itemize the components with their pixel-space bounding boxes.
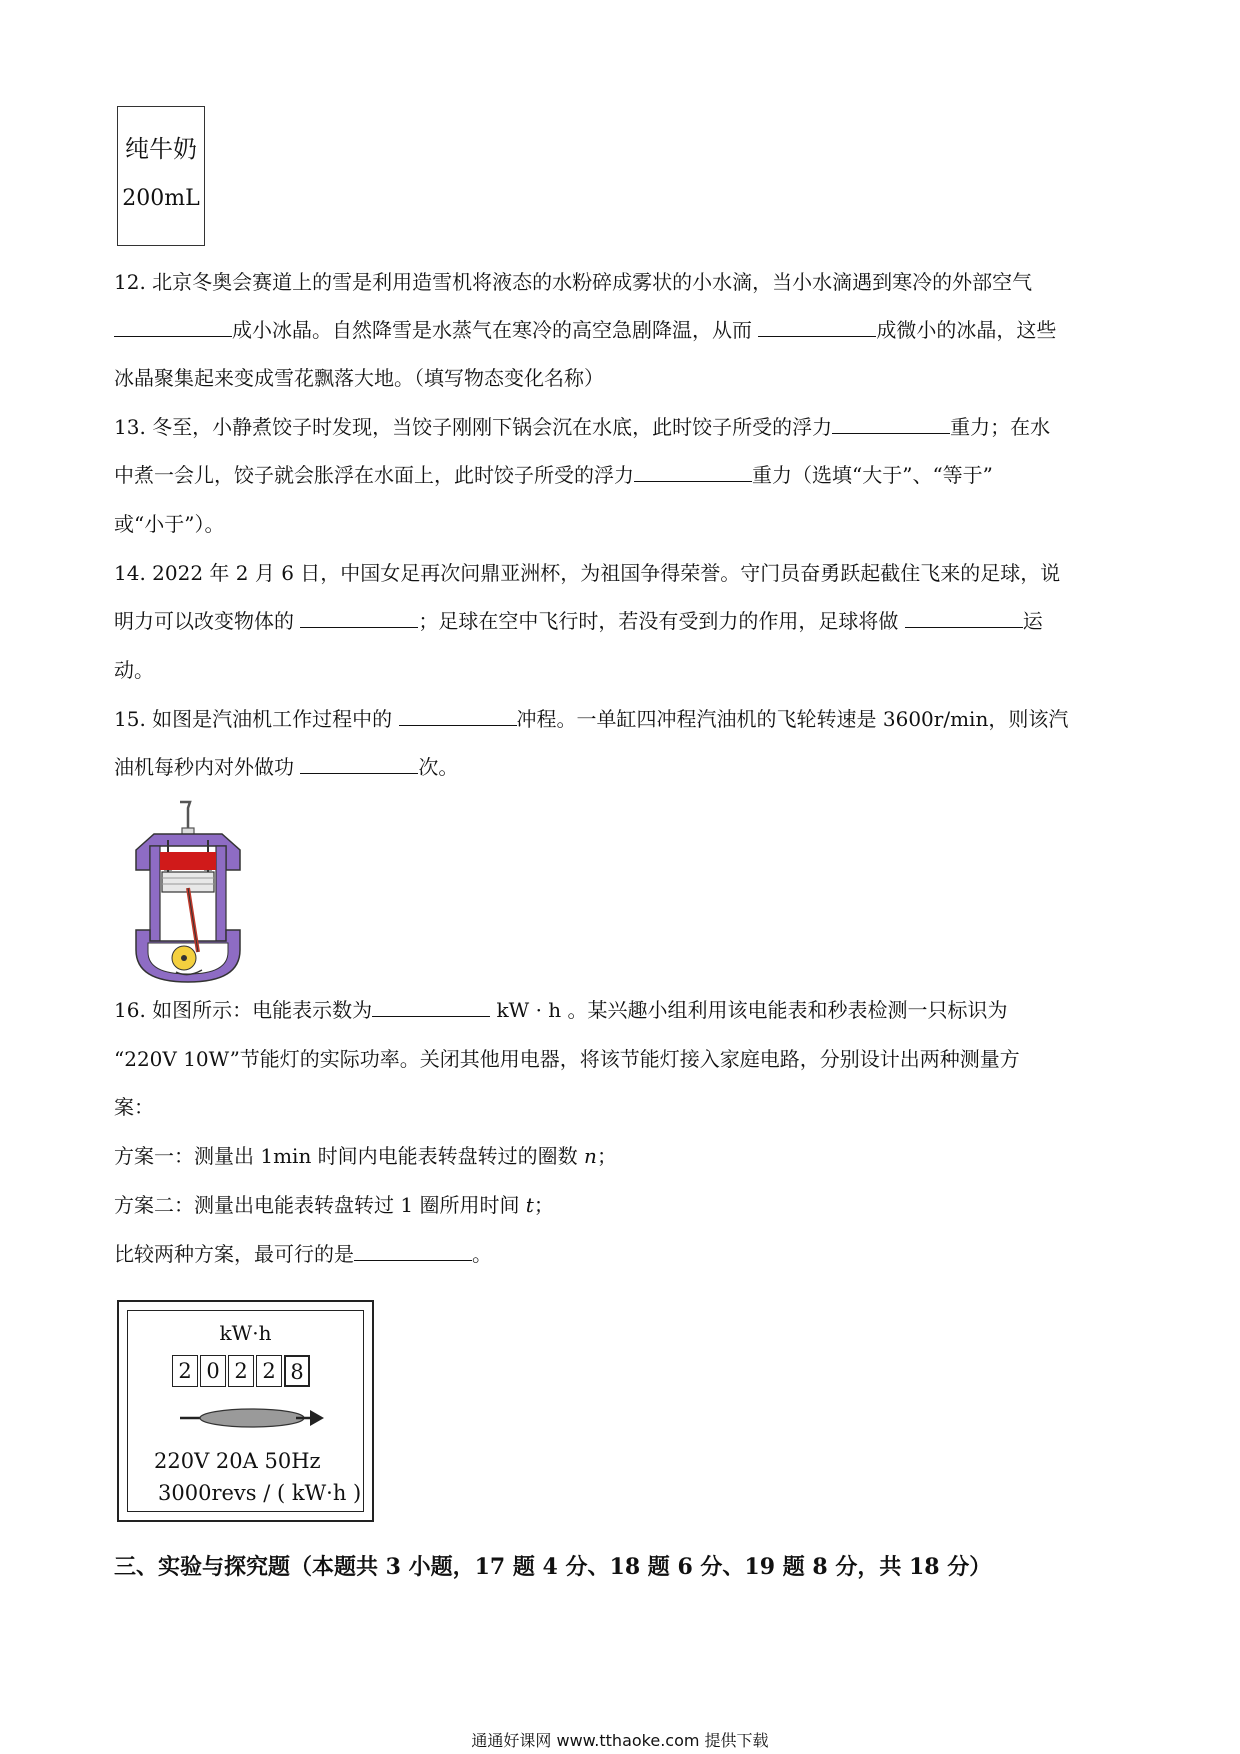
- q14-line1: 14. 2022 年 2 月 6 日，中国女足再次问鼎亚洲杯，为祖国争得荣誉。守门员奋勇跃起截住飞来的足球，说: [114, 561, 1061, 585]
- q13-text-c: 中煮一会儿，饺子就会胀浮在水面上，此时饺子所受的浮力: [114, 463, 634, 487]
- answer-blank[interactable]: [832, 415, 950, 434]
- plan2-variable: t: [525, 1193, 534, 1217]
- q14-text-a: 明力可以改变物体的: [114, 609, 301, 633]
- meter-digit-decimal: 8: [284, 1355, 310, 1387]
- q14-line2: [114, 607, 1043, 635]
- q14-line3: 动。: [114, 658, 154, 682]
- meter-panel: [127, 1310, 364, 1512]
- q15-text-a: 15. 如图是汽油机工作过程中的: [114, 707, 399, 731]
- plan2-text: 方案二：测量出电能表转盘转过 1 圈所用时间: [114, 1193, 526, 1217]
- plan1-punct: ；: [596, 1144, 617, 1168]
- compare-punct: 。: [472, 1242, 492, 1266]
- milk-volume: 200mL: [122, 186, 200, 211]
- q12-text-a: 成小冰晶。自然降雪是水蒸气在寒冷的高空急剧降温，从而: [232, 318, 759, 342]
- q16-text-b: kW · h 。某兴趣小组利用该电能表和秒表检测一只标识为: [490, 998, 1008, 1022]
- q12-text-b: 成微小的冰晶，这些: [876, 318, 1057, 342]
- q16-plan2: [114, 1191, 554, 1219]
- answer-blank[interactable]: [399, 707, 517, 726]
- q16-line3: 案：: [114, 1095, 154, 1119]
- answer-blank[interactable]: [354, 1242, 472, 1261]
- q14-text-c: 运: [1022, 609, 1043, 633]
- meter-digits: [172, 1355, 312, 1387]
- q13-text-a: 13. 冬至，小静煮饺子时发现，当饺子刚刚下锅会沉在水底，此时饺子所受的浮力: [114, 415, 833, 439]
- answer-blank[interactable]: [300, 609, 418, 628]
- meter-digit: 2: [172, 1355, 198, 1387]
- meter-unit: kW·h: [219, 1321, 272, 1345]
- answer-blank[interactable]: [905, 609, 1023, 628]
- plan2-punct: ；: [533, 1193, 554, 1217]
- q13-line1: [114, 413, 1050, 441]
- gasoline-engine-illustration: [130, 800, 246, 985]
- q16-plan1: [114, 1142, 617, 1170]
- q15-text-b: 冲程。一单缸四冲程汽油机的飞轮转速是 3600r/min，则该汽: [516, 707, 1069, 731]
- q12-line2: [114, 316, 1056, 344]
- q16-compare: [114, 1240, 492, 1268]
- milk-name: 纯牛奶: [125, 135, 197, 163]
- q12-line1: 12. 北京冬奥会赛道上的雪是利用造雪机将液态的水粉碎成雾状的小水滴，当小水滴遇到寒冷的外部空气: [114, 270, 1033, 294]
- page-footer: 通通好课网 www.tthaoke.com 提供下载: [471, 1731, 769, 1750]
- answer-blank[interactable]: [634, 463, 752, 482]
- q13-text-b: 重力；在水: [950, 415, 1051, 439]
- q16-line2: “220V 10W”节能灯的实际功率。关闭其他用电器，将该节能灯接入家庭电路，分别设计出两种测量方: [114, 1047, 1020, 1071]
- q15-line2: [114, 753, 458, 781]
- meter-digit: 2: [256, 1355, 282, 1387]
- electric-meter-figure: [117, 1300, 374, 1522]
- plan1-variable: n: [584, 1144, 597, 1168]
- meter-digit: 0: [200, 1355, 226, 1387]
- answer-blank[interactable]: [372, 998, 490, 1017]
- meter-disc-arrow-icon: [178, 1403, 328, 1433]
- q15-text-c: 油机每秒内对外做功: [114, 755, 301, 779]
- plan1-text: 方案一：测量出 1min 时间内电能表转盘转过的圈数: [114, 1144, 585, 1168]
- answer-blank[interactable]: [758, 318, 876, 337]
- q13-line3: 或“小于”）。: [114, 512, 225, 536]
- answer-blank[interactable]: [300, 755, 418, 774]
- meter-rating: 220V 20A 50Hz: [154, 1449, 321, 1473]
- q14-text-b: ；足球在空中飞行时，若没有受到力的作用，足球将做: [418, 609, 905, 633]
- compare-text: 比较两种方案，最可行的是: [114, 1242, 354, 1266]
- q16-line1: [114, 996, 1008, 1024]
- q15-line1: [114, 705, 1068, 733]
- q13-line2: [114, 461, 993, 489]
- q15-text-d: 次。: [418, 755, 459, 779]
- q13-text-d: 重力（选填“大于”、“等于”: [752, 463, 993, 487]
- meter-constant: 3000revs / ( kW·h ): [158, 1481, 362, 1505]
- meter-digit: 2: [228, 1355, 254, 1387]
- q16-text-a: 16. 如图所示：电能表示数为: [114, 998, 373, 1022]
- q12-line3: 冰晶聚集起来变成雪花飘落大地。（填写物态变化名称）: [114, 366, 604, 390]
- section-heading: 三、实验与探究题（本题共 3 小题，17 题 4 分、18 题 6 分、19 题 8 分，共 18 分）: [114, 1554, 992, 1580]
- answer-blank[interactable]: [114, 318, 232, 337]
- milk-carton-label: [117, 106, 205, 246]
